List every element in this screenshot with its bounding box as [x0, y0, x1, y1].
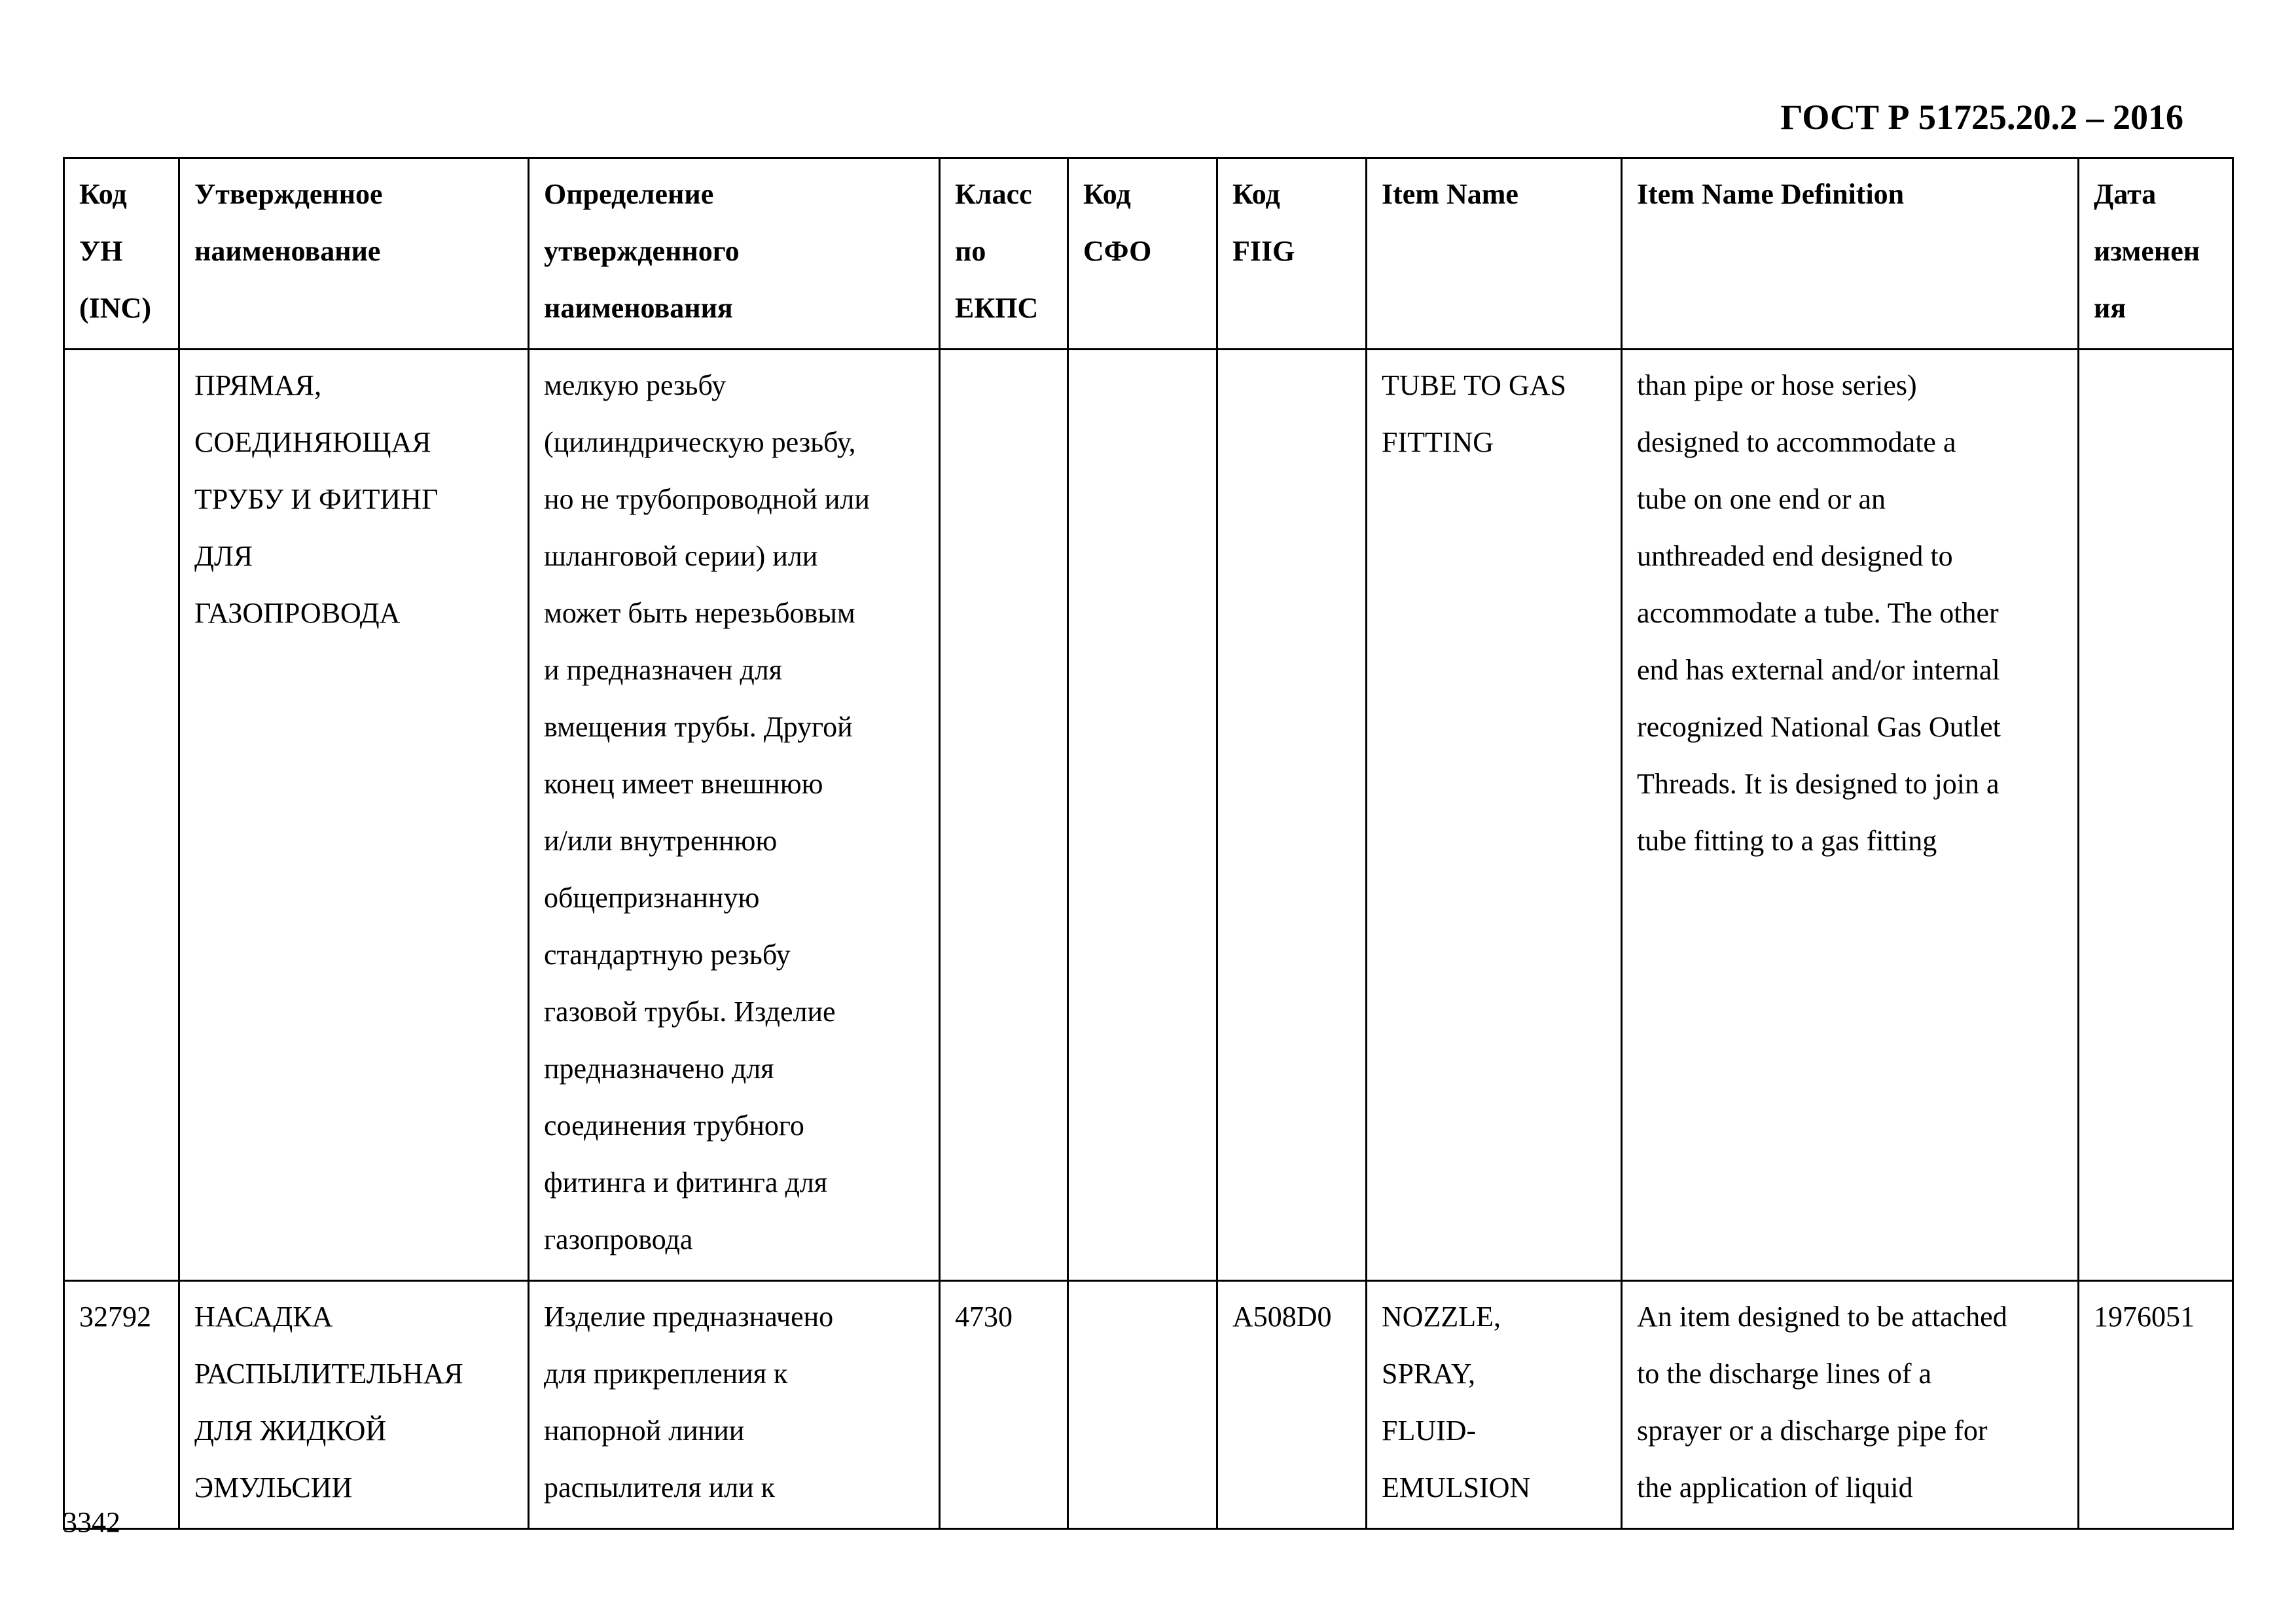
cell-line: ДЛЯ ЖИДКОЙ — [194, 1415, 387, 1447]
cell-line: 1976051 — [2094, 1301, 2195, 1333]
cell-item-name — [1367, 350, 1622, 1281]
cell-line: Класс — [955, 178, 1032, 210]
page-number: 3342 — [63, 1506, 120, 1538]
cell-approved-name — [179, 1281, 529, 1529]
cell-line: Определение — [544, 178, 714, 210]
cell-line: и/или внутреннюю — [544, 825, 778, 857]
cell-line: по — [955, 235, 986, 267]
cell-change-date — [2079, 1281, 2233, 1529]
cell-line: sprayer or a discharge pipe for — [1637, 1415, 1988, 1447]
cell-inc-code — [64, 1281, 179, 1529]
table-row — [64, 350, 2233, 1281]
header-approved-name — [179, 158, 529, 350]
cell-line: Код — [79, 178, 127, 210]
cell-line: конец имеет внешнюю — [544, 768, 823, 800]
table-header-row — [64, 158, 2233, 350]
header-change-date — [2079, 158, 2233, 350]
cell-line: Утвержденное — [194, 178, 383, 210]
cell-line: утвержденного — [544, 235, 740, 267]
cell-line: газовой трубы. Изделие — [544, 996, 836, 1028]
cell-class-ekps — [940, 350, 1068, 1281]
cell-line: вмещения трубы. Другой — [544, 711, 853, 743]
cell-line: соединения трубного — [544, 1110, 804, 1142]
cell-line: (цилиндрическую резьбу, — [544, 426, 856, 458]
cell-line: но не трубопроводной или — [544, 483, 870, 515]
header-sfo-code — [1068, 158, 1217, 350]
cell-line: EMULSION — [1382, 1471, 1531, 1504]
cell-line: стандартную резьбу — [544, 939, 791, 971]
cell-line: Item Name — [1382, 178, 1518, 210]
cell-line: ПРЯМАЯ, — [194, 369, 322, 401]
cell-line: общепризнанную — [544, 882, 760, 914]
cell-line: 4730 — [955, 1301, 1013, 1333]
cell-line: для прикрепления к — [544, 1358, 788, 1390]
cell-line: tube on one end or an — [1637, 483, 1886, 515]
cell-fiig-code — [1217, 1281, 1367, 1529]
cell-line: FLUID- — [1382, 1415, 1477, 1447]
cell-line: SPRAY, — [1382, 1358, 1476, 1390]
cell-line: НАСАДКА — [194, 1301, 333, 1333]
cell-line: фитинга и фитинга для — [544, 1166, 828, 1199]
cell-line: Код — [1083, 178, 1131, 210]
cell-line: Item Name Definition — [1637, 178, 1905, 210]
cell-name-definition-ru — [529, 350, 940, 1281]
cell-line: recognized National Gas Outlet — [1637, 711, 2001, 743]
cell-line: designed to accommodate a — [1637, 426, 1956, 458]
cell-line: FITTING — [1382, 426, 1494, 458]
cell-line: мелкую резьбу — [544, 369, 726, 401]
cell-sfo-code — [1068, 1281, 1217, 1529]
cell-line: и предназначен для — [544, 654, 782, 686]
header-fiig-code — [1217, 158, 1367, 350]
cell-line: ДЛЯ — [194, 540, 253, 572]
cell-line: наименование — [194, 235, 381, 267]
cell-line: accommodate a tube. The other — [1637, 597, 1999, 629]
cell-line: (INC) — [79, 292, 151, 324]
header-class-ekps — [940, 158, 1068, 350]
cell-line: распылителя или к — [544, 1471, 776, 1504]
cell-line: A508D0 — [1232, 1301, 1332, 1333]
header-name-definition-ru — [529, 158, 940, 350]
cell-line: FIIG — [1232, 235, 1295, 267]
cell-line: to the discharge lines of a — [1637, 1358, 1932, 1390]
cell-line: unthreaded end designed to — [1637, 540, 1953, 572]
header-item-name — [1367, 158, 1622, 350]
cell-line: напорной линии — [544, 1415, 745, 1447]
cell-approved-name — [179, 350, 529, 1281]
cell-class-ekps — [940, 1281, 1068, 1529]
cell-line: Дата — [2094, 178, 2157, 210]
header-item-name-definition — [1622, 158, 2079, 350]
cell-line: Изделие предназначено — [544, 1301, 834, 1333]
table-row — [64, 1281, 2233, 1529]
cell-name-definition-ru — [529, 1281, 940, 1529]
cell-item-name-definition — [1622, 1281, 2079, 1529]
cell-line: the application of liquid — [1637, 1471, 1913, 1504]
cell-line: газопровода — [544, 1223, 693, 1255]
cell-line: end has external and/or internal — [1637, 654, 2000, 686]
cell-line: An item designed to be attached — [1637, 1301, 2007, 1333]
cell-line: наименования — [544, 292, 733, 324]
cell-line: ТРУБУ И ФИТИНГ — [194, 483, 439, 515]
cell-line: Threads. It is designed to join a — [1637, 768, 2000, 800]
cell-inc-code — [64, 350, 179, 1281]
cell-line: УН — [79, 235, 123, 267]
cell-line: ГАЗОПРОВОДА — [194, 597, 401, 629]
gost-table — [63, 157, 2234, 1530]
cell-line: ЕКПС — [955, 292, 1039, 324]
cell-line: TUBE TO GAS — [1382, 369, 1566, 401]
cell-line: СФО — [1083, 235, 1152, 267]
cell-line: ия — [2094, 292, 2126, 324]
cell-change-date — [2079, 350, 2233, 1281]
cell-line: шланговой серии) или — [544, 540, 818, 572]
cell-line: может быть нерезьбовым — [544, 597, 855, 629]
header-inc-code — [64, 158, 179, 350]
cell-line: Код — [1232, 178, 1280, 210]
cell-sfo-code — [1068, 350, 1217, 1281]
document-code: ГОСТ Р 51725.20.2 – 2016 — [1780, 98, 2183, 137]
cell-item-name — [1367, 1281, 1622, 1529]
cell-line: tube fitting to a gas fitting — [1637, 825, 1937, 857]
cell-line: 32792 — [79, 1301, 151, 1333]
cell-line: than pipe or hose series) — [1637, 369, 1917, 401]
cell-line: NOZZLE, — [1382, 1301, 1501, 1333]
cell-line: СОЕДИНЯЮЩАЯ — [194, 426, 431, 458]
cell-item-name-definition — [1622, 350, 2079, 1281]
cell-line: РАСПЫЛИТЕЛЬНАЯ — [194, 1358, 463, 1390]
cell-line: изменен — [2094, 235, 2200, 267]
cell-fiig-code — [1217, 350, 1367, 1281]
cell-line: ЭМУЛЬСИИ — [194, 1471, 353, 1504]
cell-line: предназначено для — [544, 1053, 774, 1085]
